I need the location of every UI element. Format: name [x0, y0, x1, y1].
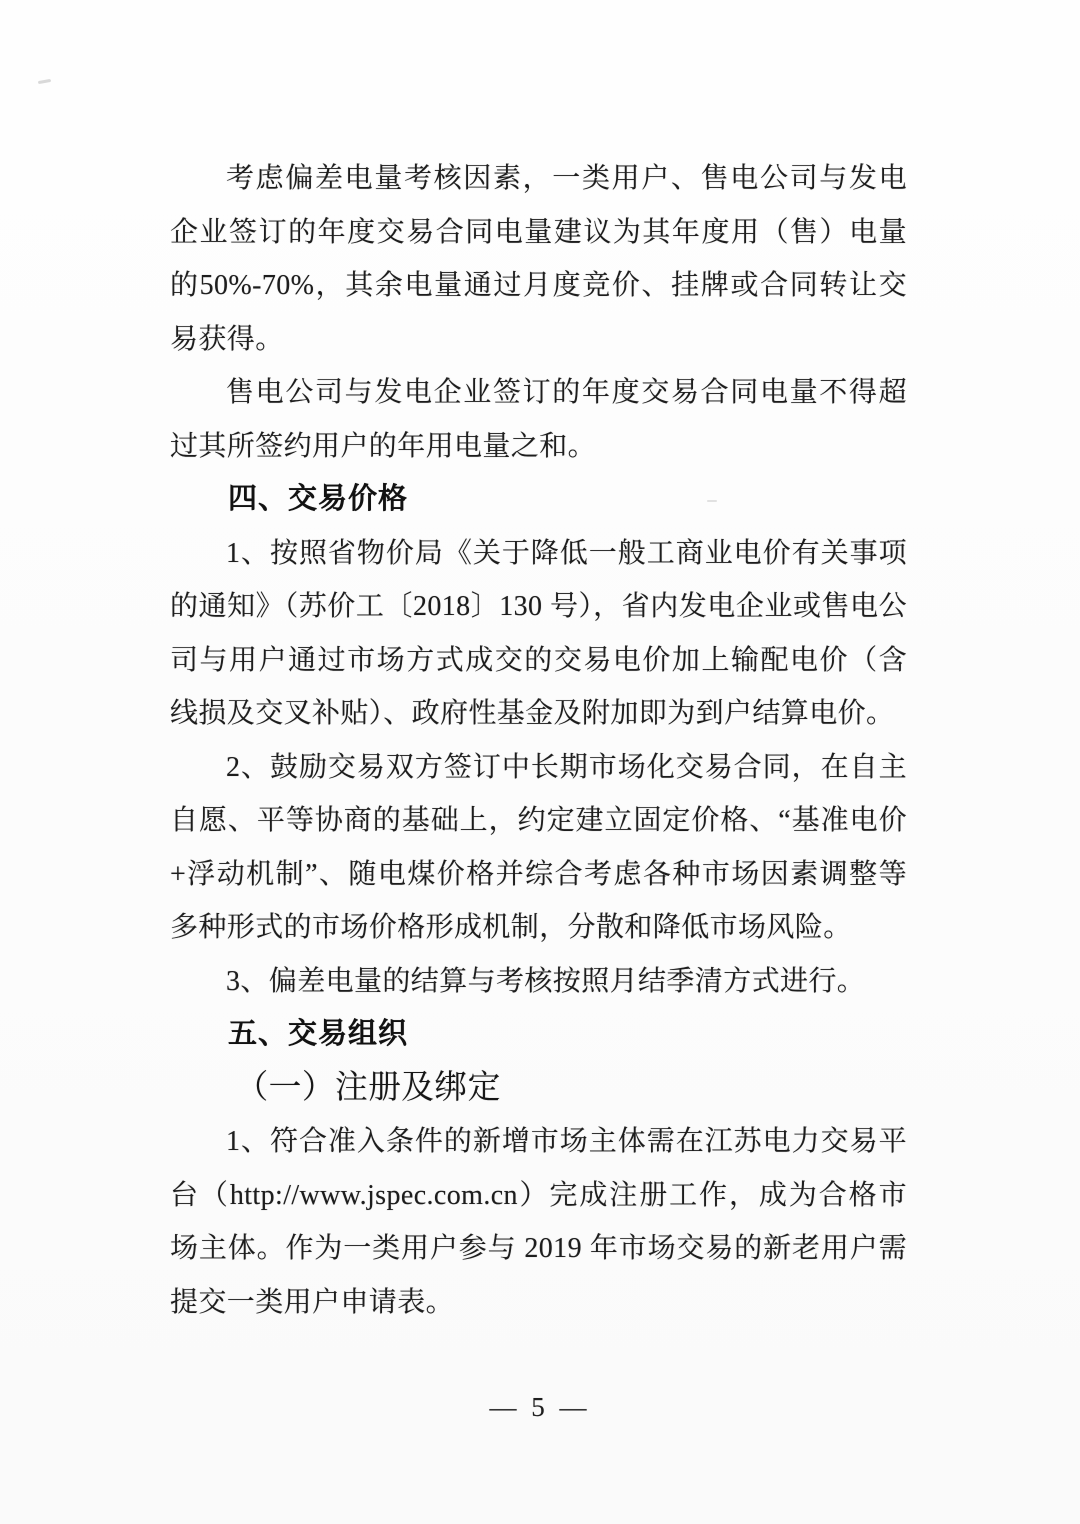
document-body	[170, 152, 907, 1329]
paragraph-price-item-3: 3、偏差电量的结算与考核按照月结季清方式进行。	[226, 965, 866, 997]
paragraph-annual-contract-recommendation: 考虑偏差电量考核因素，一类用户、售电公司与发电企业签订的年度交易合同电量建议为其年度用（售）电量的50%-70%，其余电量通过月度竞价、挂牌或合同转让交易获得。	[170, 163, 907, 355]
paragraph-retail-contract-cap: 售电公司与发电企业签订的年度交易合同电量不得超过其所签约用户的年用电量之和。	[170, 377, 907, 462]
subsection-heading-registration-binding: （一）注册及绑定	[235, 1069, 501, 1106]
page-number: — 5 —	[489, 1392, 591, 1422]
paragraph-price-item-1: 1、按照省物价局《关于降低一般工商业电价有关事项的通知》（苏价工〔2018〕130 号），省内发电企业或售电公司与用户通过市场方式成交的交易电价加上输配电价（含线损及交叉补贴）、政府性基金及附加即为到户结算电价。	[170, 537, 907, 729]
scan-artifact-mark	[38, 79, 51, 84]
section-heading-trading-organization: 五、交易组织	[228, 1018, 409, 1050]
paragraph-price-item-2: 2、鼓励交易双方签订中长期市场化交易合同，在自主自愿、平等协商的基础上，约定建立固定价格、“基准电价+浮动机制”、随电煤价格并综合考虑各种市场因素调整等多种形式的市场价格形成机制，分散和降低市场风险。	[170, 751, 907, 943]
section-heading-trading-price: 四、交易价格	[228, 483, 409, 515]
paragraph-registration-item-1: 1、符合准入条件的新增市场主体需在江苏电力交易平台（http://www.jspec.com.cn）完成注册工作，成为合格市场主体。作为一类用户参与 2019 年市场交易的新老用户需提交一类用户申请表。	[170, 1126, 907, 1318]
